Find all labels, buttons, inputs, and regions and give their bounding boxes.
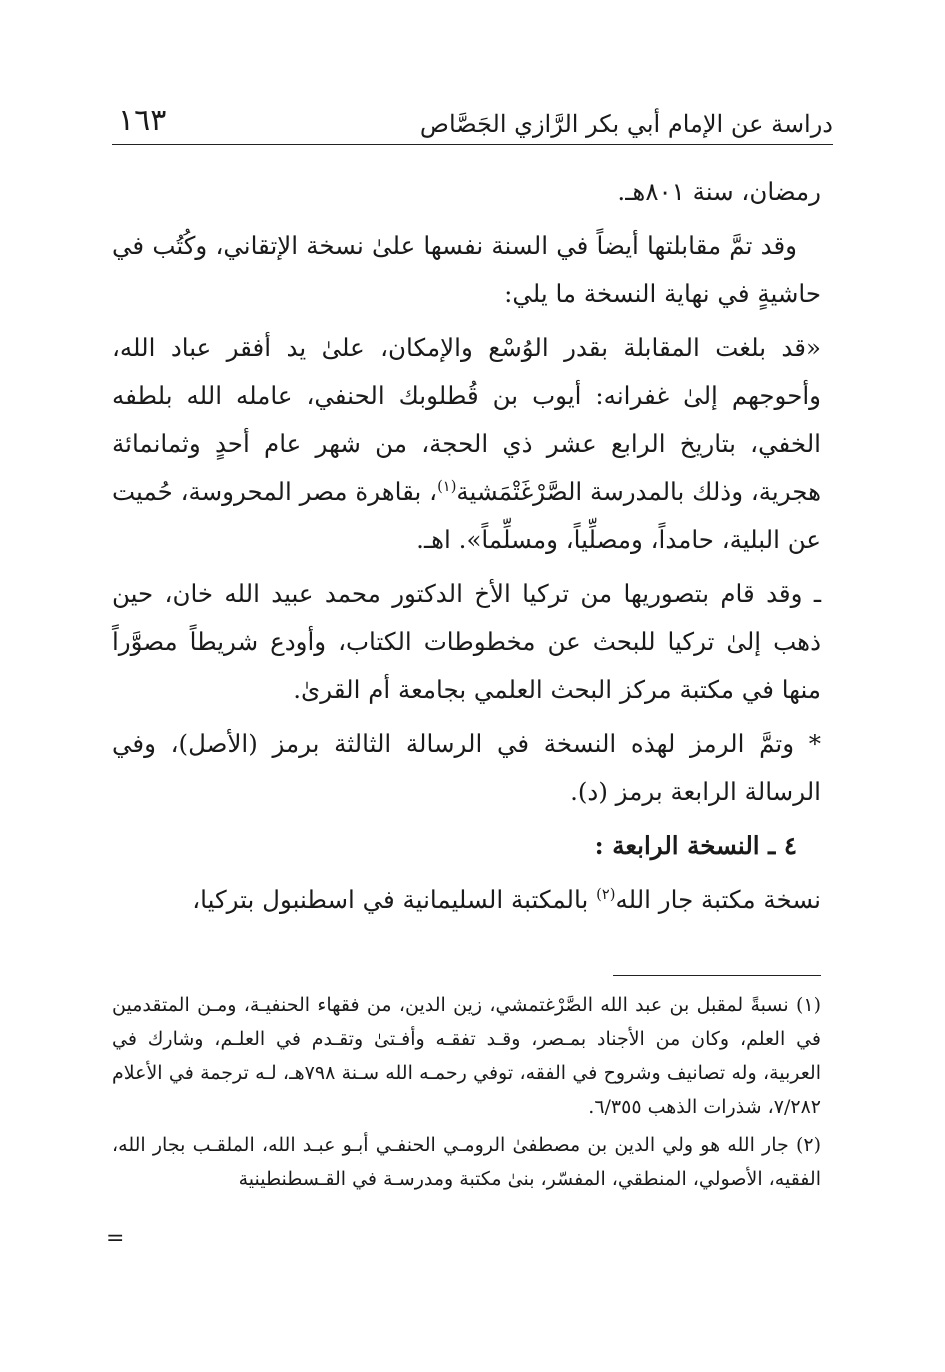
header-title: دراسة عن الإمام أبي بكر الرَّازي الجَصَّاص: [419, 110, 833, 138]
section-heading: ٤ ـ النسخة الرابعة :: [594, 831, 797, 860]
footnote-ref-1: (١): [437, 477, 457, 495]
paragraph-fourth-copy: [112, 876, 821, 924]
paragraph-photocopy: ـ وقد قام بتصوريها من تركيا الأخ الدكتور محمد عبيد الله خان، حين ذهب إلىٰ تركيا للبحث عن مخطوطات الكتاب، وأودع شريطاً مصوَّراً منها في مكتبة مركز البحث العلمي بجامعة أم القرىٰ.: [112, 579, 821, 704]
paragraph-quote: [112, 324, 821, 564]
paragraph-symbol: * وتمَّ الرمز لهذه النسخة في الرسالة الثالثة برمز (الأصل)، وفي الرسالة الرابعة برمز (د).: [112, 729, 821, 806]
running-header: [112, 92, 833, 145]
paragraph-collation-text: وقد تمَّ مقابلتها أيضاً في السنة نفسها علىٰ نسخة الإتقاني، وكُتُب في حاشيةٍ في نهاية النسخة ما يلي:: [112, 231, 821, 308]
footnote-divider: [613, 975, 821, 976]
paragraph-collation: [112, 222, 821, 318]
quote-text-a: «قد بلغت المقابلة بقدر الوُسْع والإمكان، علىٰ يد أفقر عباد الله، وأحوجهم إلىٰ غفرانه: أيوب بن قُطلوبك الحنفي، عامله الله بلطفه الخفي، بتاريخ الرابع عشر ذي الحجة، من شهر عام أحدٍ وثمانمائة هجرية، وذلك بالمدرسة الصَّرْغَتْمَشية: [112, 333, 821, 506]
main-text: [112, 168, 821, 930]
footnotes: [112, 988, 821, 1200]
quote-text-b: ، بقاهرة مصر المحروسة، حُميت عن البلية، حامداً، ومصلِّياً، ومسلِّماً». اهـ.: [112, 477, 821, 554]
fourth-copy-text-b: بالمكتبة السليمانية في اسطنبول بتركيا،: [192, 885, 597, 914]
fourth-copy-text-a: نسخة مكتبة جار الله: [615, 885, 821, 914]
footnote-1: (١) نسبةً لمقبل بن عبد الله الصَّرْغتمشي، زين الدين، من فقهاء الحنفيـة، ومـن المتقدمين في العلم، وكان من الأجناد بمـصر، وقـد تفقـه وأفـتىٰ وتقـدم في العلـم، وشارك في العربية، وله تصانيف وشروح في الفقه، توفي رحمـه الله سـنة ٧٩٨هـ، لـه ترجمة في الأعلام ٧/٢٨٢، شذرات الذهب ٦/٣٥٥.: [112, 994, 821, 1118]
footnote-2: (٢) جار الله هو ولي الدين بن مصطفىٰ الرومـي الحنفـي أبـو عبـد الله، الملقـب بجار الله، الفقيه، الأصولي، المنطقي، المفسّر، بنىٰ مكتبة ومدرسـة في القـسطنطينية: [112, 1134, 821, 1190]
footnote-ref-2: (٢): [596, 885, 616, 903]
page-number: ١٦٣: [118, 103, 167, 138]
continued-mark: =: [106, 1226, 125, 1251]
paragraph-date-line: رمضان، سنة ٨٠١هـ.: [617, 177, 821, 206]
